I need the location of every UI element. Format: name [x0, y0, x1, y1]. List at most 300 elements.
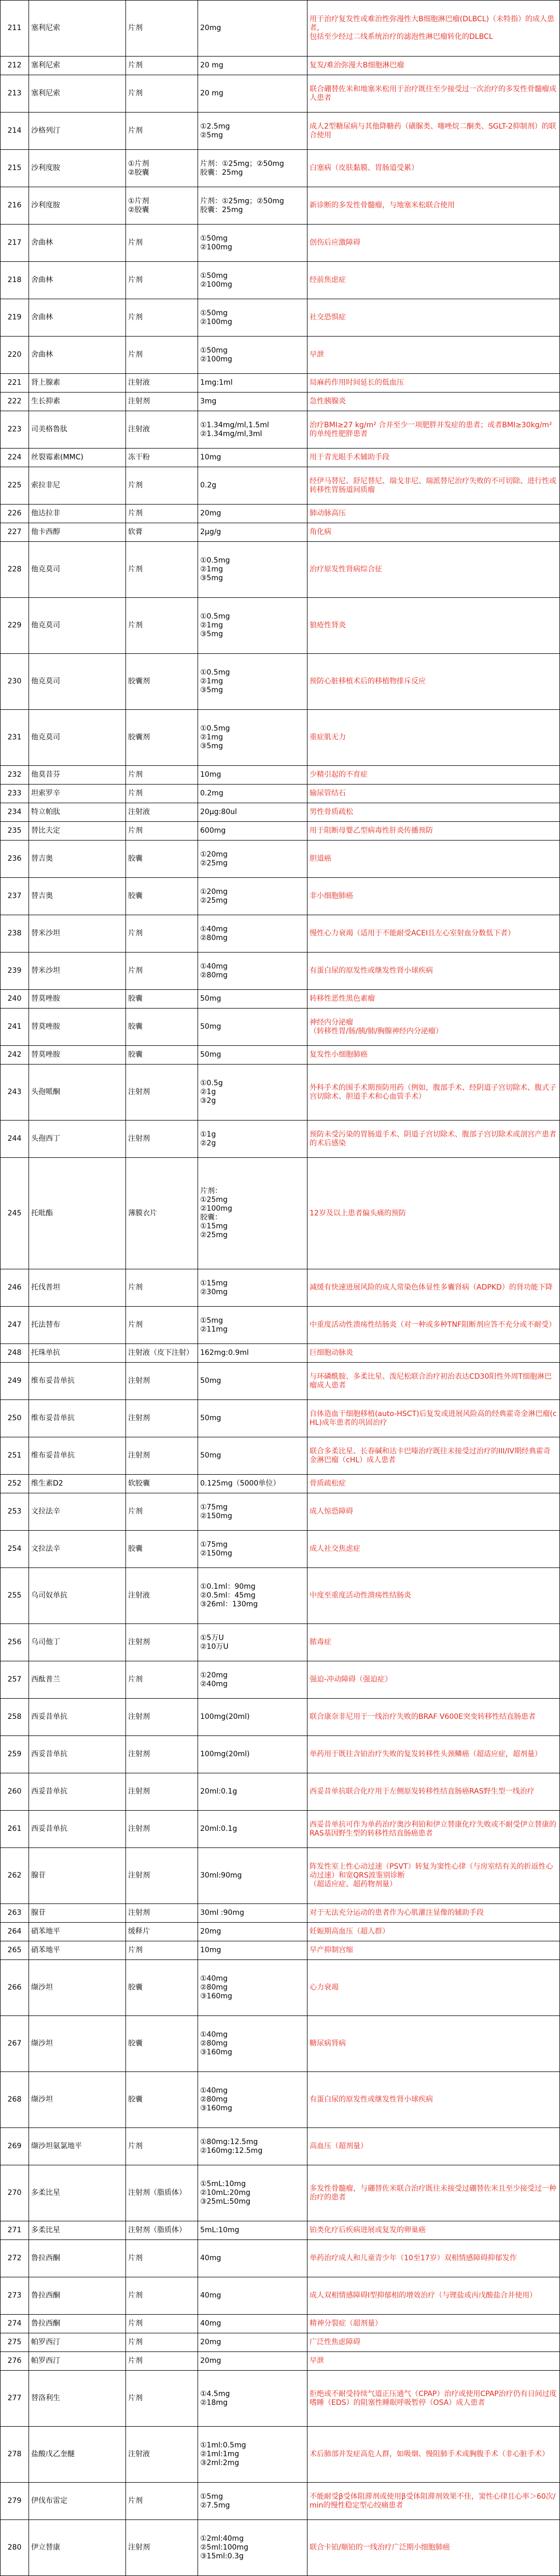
drug-name-cell: 塞利尼索 — [29, 75, 126, 113]
row-number-cell: 213 — [1, 75, 29, 113]
specification-cell — [198, 2221, 307, 2240]
row-number-cell: 254 — [1, 1531, 29, 1568]
indication-line: 输尿管结石 — [310, 789, 346, 797]
dosage-form-cell — [126, 1904, 198, 1923]
specification-line: ②0.5ml：45mg — [200, 1591, 256, 1600]
drug-name-cell: 替吉奥 — [29, 841, 126, 878]
specification-line: ①0.5mg — [200, 668, 230, 677]
specification-line: 20mg — [200, 1927, 221, 1936]
indication-line: 广泛性焦虑障碍 — [310, 2338, 360, 2346]
row-number-cell: 274 — [1, 2315, 29, 2333]
table-row — [1, 1269, 560, 1307]
specification-line: ②11mg — [200, 1325, 228, 1334]
specification-cell — [198, 841, 307, 878]
table-row — [1, 1848, 560, 1904]
dosage-form-line: 注射液 — [128, 425, 150, 433]
specification-line: 50mg — [200, 1414, 221, 1422]
drug-name-cell: 硝苯地平 — [29, 1923, 126, 1941]
specification-line: 30ml:90mg — [200, 1871, 242, 1880]
indication-line: 减缓有快速进展风险的成人常染色体显性多囊肾病（ADPKD）的肾功能下降 — [310, 1283, 553, 1292]
indication-line: 脓毒症 — [310, 1638, 331, 1646]
row-number-cell: 211 — [1, 1, 29, 57]
indication-line: 急性胰腺炎 — [310, 397, 346, 405]
row-number-cell: 253 — [1, 1493, 29, 1531]
table-row — [1, 878, 560, 915]
dosage-form-line: 片剂 — [128, 239, 143, 247]
indication-cell — [307, 150, 560, 187]
dosage-form-cell — [126, 1, 198, 57]
table-row — [1, 2221, 560, 2240]
drug-name-cell: 托珠单抗 — [29, 1344, 126, 1363]
row-number-cell: 264 — [1, 1923, 29, 1941]
indication-line: 用于青光眼手术辅助手段 — [310, 453, 389, 461]
specification-line: ①40mg — [200, 925, 228, 933]
specification-line: ①50mg — [200, 309, 228, 317]
indication-line: 狼疮性肾炎 — [310, 621, 346, 629]
specification-line: ③5mg — [200, 574, 223, 582]
dosage-form-cell — [126, 1531, 198, 1568]
specification-cell — [198, 654, 307, 710]
dosage-form-cell — [126, 1960, 198, 2016]
row-number-cell: 276 — [1, 2352, 29, 2371]
dosage-form-cell — [126, 467, 198, 505]
indication-line: 社交恐惧症 — [310, 313, 346, 321]
dosage-form-line: 注射剂（脂质体） — [128, 2189, 186, 2197]
row-number-cell: 244 — [1, 1121, 29, 1158]
specification-line: ②1mg — [200, 621, 223, 629]
table-row — [1, 710, 560, 766]
indication-line: 术后肺部并发症高危人群，如吸烟、慢阻肺手术或胸腹手术（非心脏手术） — [310, 2450, 549, 2458]
table-row — [1, 337, 560, 374]
indication-cell — [307, 1699, 560, 1736]
dosage-form-cell — [126, 785, 198, 803]
specification-line: 30ml :90mg — [200, 1909, 244, 1917]
indication-cell — [307, 710, 560, 766]
drug-name-cell: 他达拉非 — [29, 505, 126, 523]
drug-name-cell: 西酞普兰 — [29, 1661, 126, 1699]
row-number-cell: 242 — [1, 1046, 29, 1065]
indication-cell — [307, 1344, 560, 1363]
row-number-cell: 279 — [1, 2483, 29, 2520]
row-number-cell: 219 — [1, 299, 29, 337]
indication-cell — [307, 1941, 560, 1960]
indication-line: 西妥昔单抗可作为单药治疗奥沙利铂和伊立替康化疗失败或不耐受伊立替康的RAS基因野生型的转移性结直肠癌患者 — [310, 1820, 556, 1838]
drug-name-cell: 多柔比星 — [29, 2165, 126, 2221]
indication-cell — [307, 1811, 560, 1848]
dosage-form-cell — [126, 449, 198, 467]
specification-line: 50mg — [200, 1377, 221, 1385]
dosage-form-line: 软胶囊 — [128, 1479, 150, 1488]
row-number-cell: 263 — [1, 1904, 29, 1923]
drug-name-cell: 他克莫司 — [29, 598, 126, 654]
table-row — [1, 2240, 560, 2277]
dosage-form-cell — [126, 113, 198, 150]
specification-line: ②1g — [200, 1088, 216, 1096]
drug-name-cell: 多柔比星 — [29, 2221, 126, 2240]
table-row — [1, 915, 560, 953]
row-number-cell: 250 — [1, 1400, 29, 1437]
specification-line: ①20mg — [200, 850, 228, 859]
dosage-form-line: 片剂 — [128, 481, 143, 489]
indication-cell — [307, 1773, 560, 1811]
indication-cell — [307, 1923, 560, 1941]
dosage-form-line: 注射剂 — [128, 1909, 150, 1917]
indication-line: 转移性恶性黑色素瘤 — [310, 995, 375, 1003]
indication-cell — [307, 1307, 560, 1344]
dosage-form-line: 片剂 — [128, 2357, 143, 2365]
specification-line: ③5mg — [200, 686, 223, 694]
specification-cell — [198, 1960, 307, 2016]
indication-cell — [307, 1736, 560, 1773]
table-row — [1, 1624, 560, 1661]
dosage-form-cell — [126, 2333, 198, 2352]
indication-line: 经前焦虑症 — [310, 276, 346, 284]
specification-line: ①5mg — [200, 1316, 223, 1325]
table-row — [1, 1736, 560, 1773]
dosage-form-cell — [126, 1923, 198, 1941]
specification-line: ②1mg — [200, 733, 223, 741]
indication-cell — [307, 2315, 560, 2333]
drug-name-cell: 丝裂霉素(MMC) — [29, 449, 126, 467]
specification-cell — [198, 1624, 307, 1661]
dosage-form-cell — [126, 1661, 198, 1699]
specification-line: ①15mg — [200, 1279, 228, 1287]
dosage-form-cell — [126, 2240, 198, 2277]
specification-line: 0.125mg（5000单位） — [200, 1479, 281, 1488]
dosage-form-cell — [126, 2072, 198, 2128]
indication-line: 对于无法充分运动的患者作为心肌灌注显像的辅助手段 — [310, 1909, 484, 1917]
specification-line: ①40mg — [200, 2087, 228, 2095]
dosage-form-cell — [126, 1941, 198, 1960]
row-number-cell: 212 — [1, 57, 29, 75]
table-row — [1, 2333, 560, 2352]
specification-cell — [198, 803, 307, 822]
dosage-form-line: 胶囊 — [128, 1023, 143, 1031]
specification-cell — [198, 1344, 307, 1363]
dosage-form-cell — [126, 1307, 198, 1344]
table-row — [1, 1661, 560, 1699]
dosage-form-cell — [126, 2277, 198, 2315]
specification-cell — [198, 2016, 307, 2072]
indication-line: 妊娠期高血压（超人群） — [310, 1927, 389, 1936]
indication-cell — [307, 1269, 560, 1307]
dosage-form-line: 片剂 — [128, 827, 143, 835]
specification-line: ①50mg — [200, 271, 228, 280]
row-number-cell: 245 — [1, 1158, 29, 1269]
table-row — [1, 411, 560, 449]
specification-line: 20 mg — [200, 61, 223, 69]
dosage-form-cell — [126, 150, 198, 187]
dosage-form-cell — [126, 1699, 198, 1736]
indication-cell — [307, 262, 560, 299]
indication-line: 巨细胞动脉炎 — [310, 1349, 353, 1357]
dosage-form-line: ②胶囊 — [128, 168, 149, 177]
indication-cell — [307, 1400, 560, 1437]
dosage-form-line: 胶囊 — [128, 892, 143, 900]
dosage-form-cell — [126, 803, 198, 822]
specification-line: ①5mg — [200, 2492, 223, 2501]
row-number-cell: 238 — [1, 915, 29, 953]
indication-line: 白塞病（皮肤黏膜、胃肠道受累） — [310, 164, 418, 172]
row-number-cell: 243 — [1, 1065, 29, 1121]
specification-line: ②160mg:12.5mg — [200, 2146, 263, 2155]
table-row — [1, 990, 560, 1009]
indication-line: 高血压（超剂量） — [310, 2142, 368, 2150]
specification-line: ②100mg — [200, 317, 232, 326]
table-row — [1, 1158, 560, 1269]
indication-cell — [307, 2333, 560, 2352]
drug-name-cell: 鲁拉西酮 — [29, 2240, 126, 2277]
specification-line: ③15ml:0.3g — [200, 2552, 244, 2560]
dosage-form-line: 注射液 — [128, 808, 150, 816]
dosage-form-line: 注射液 — [128, 2450, 150, 2458]
indication-cell — [307, 598, 560, 654]
indication-cell — [307, 1121, 560, 1158]
indication-cell — [307, 75, 560, 113]
specification-line: 片剂： — [200, 1187, 222, 1195]
row-number-cell: 267 — [1, 2016, 29, 2072]
specification-cell — [198, 1046, 307, 1065]
specification-cell — [198, 1363, 307, 1400]
specification-line: ②80mg — [200, 2095, 228, 2104]
table-row — [1, 393, 560, 411]
indication-line: 创伤后应激障碍 — [310, 239, 360, 247]
table-row — [1, 598, 560, 654]
specification-line: 胶囊： — [200, 1213, 222, 1222]
drug-name-cell: 西妥昔单抗 — [29, 1773, 126, 1811]
dosage-form-cell — [126, 1568, 198, 1624]
specification-line: ①1ml:0.5mg — [200, 2441, 246, 2449]
indication-cell — [307, 1363, 560, 1400]
specification-line: ②2g — [200, 1139, 216, 1147]
specification-cell — [198, 1773, 307, 1811]
row-number-cell: 271 — [1, 2221, 29, 2240]
dosage-form-line: 片剂 — [128, 771, 143, 779]
specification-line: 2μg/g — [200, 528, 221, 536]
dosage-form-cell — [126, 878, 198, 915]
drug-name-cell: 替洛利生 — [29, 2371, 126, 2427]
dosage-form-cell — [126, 505, 198, 523]
indication-cell — [307, 337, 560, 374]
specification-line: ②150mg — [200, 1549, 232, 1558]
specification-line: 20mg — [200, 2357, 221, 2365]
row-number-cell: 270 — [1, 2165, 29, 2221]
specification-line: ②80mg — [200, 933, 228, 942]
row-number-cell: 251 — [1, 1437, 29, 1475]
specification-line: 50mg — [200, 1451, 221, 1460]
drug-name-cell: 盐酸戊乙奎醚 — [29, 2427, 126, 2483]
dosage-form-line: 注射剂 — [128, 1713, 150, 1721]
row-number-cell: 261 — [1, 1811, 29, 1848]
specification-line: ①2.5mg — [200, 122, 230, 131]
specification-cell — [198, 299, 307, 337]
drug-name-cell: 坦索罗辛 — [29, 785, 126, 803]
row-number-cell: 230 — [1, 654, 29, 710]
specification-line: 胶囊：25mg — [200, 205, 243, 214]
indication-cell — [307, 374, 560, 393]
dosage-form-cell — [126, 1046, 198, 1065]
indication-line: 早泄 — [310, 351, 324, 359]
row-number-cell: 216 — [1, 187, 29, 225]
indication-cell — [307, 1, 560, 57]
table-row — [1, 1923, 560, 1941]
indication-cell — [307, 2371, 560, 2427]
dosage-form-line: 注射液 — [128, 1591, 150, 1600]
drug-name-cell: 鲁拉西酮 — [29, 2315, 126, 2333]
row-number-cell: 214 — [1, 113, 29, 150]
drug-name-cell: 硝苯地平 — [29, 1941, 126, 1960]
specification-line: ②80mg — [200, 1983, 228, 1992]
dosage-form-line: 片剂 — [128, 127, 143, 135]
row-number-cell: 227 — [1, 523, 29, 542]
indication-cell — [307, 1009, 560, 1046]
dosage-form-cell — [126, 187, 198, 225]
dosage-form-line: 片剂 — [128, 276, 143, 284]
drug-name-cell: 沙利度胺 — [29, 150, 126, 187]
specification-cell — [198, 710, 307, 766]
specification-cell — [198, 1736, 307, 1773]
dosage-form-line: 注射剂 — [128, 1787, 150, 1796]
dosage-form-cell — [126, 2016, 198, 2072]
dosage-form-cell — [126, 75, 198, 113]
indication-cell — [307, 2240, 560, 2277]
row-number-cell: 272 — [1, 2240, 29, 2277]
specification-line: 600mg — [200, 827, 226, 835]
indication-line: 有蛋白尿的原发性或继发性肾小球疾病 — [310, 967, 433, 975]
specification-cell — [198, 1661, 307, 1699]
dosage-form-line: 注射液（皮下注射） — [128, 1349, 193, 1357]
indication-line: 外科手术的围手术期预防用药（例如，腹部手术、经阴道子宫切除术、腹式子宫切除术、胆道手术和心血管手术） — [310, 1083, 556, 1101]
drug-name-cell: 生长抑素 — [29, 393, 126, 411]
indication-line: 预防心脏移植术后的移植物排斥反应 — [310, 677, 426, 685]
row-number-cell: 273 — [1, 2277, 29, 2315]
row-number-cell: 266 — [1, 1960, 29, 2016]
specification-line: ③2g — [200, 1097, 216, 1105]
row-number-cell: 258 — [1, 1699, 29, 1736]
drug-name-cell: 缬沙坦氨氯地平 — [29, 2128, 126, 2165]
table-row — [1, 1699, 560, 1736]
row-number-cell: 229 — [1, 598, 29, 654]
dosage-form-line: 片剂 — [128, 2394, 143, 2402]
specification-cell — [198, 505, 307, 523]
specification-line: ③26ml：130mg — [200, 1600, 258, 1608]
indication-cell — [307, 2427, 560, 2483]
indication-cell — [307, 299, 560, 337]
dosage-form-cell — [126, 299, 198, 337]
dosage-form-line: 注射液 — [128, 379, 150, 387]
drug-name-cell: 替米沙坦 — [29, 915, 126, 953]
table-row — [1, 2352, 560, 2371]
dosage-form-cell — [126, 523, 198, 542]
drug-name-cell: 他克莫司 — [29, 654, 126, 710]
specification-cell — [198, 2352, 307, 2371]
specification-line: 片剂：①25mg；②50mg — [200, 159, 284, 168]
dosage-form-cell — [126, 393, 198, 411]
specification-cell — [198, 1699, 307, 1736]
table-row — [1, 1307, 560, 1344]
indication-line: 骨质疏松症 — [310, 1479, 346, 1488]
specification-cell — [198, 337, 307, 374]
specification-line: ③160mg — [200, 2104, 232, 2112]
specification-cell — [198, 1941, 307, 1960]
dosage-form-line: 注射剂 — [128, 1638, 150, 1646]
specification-line: 50mg — [200, 1023, 221, 1031]
drug-name-cell: 伊立替康 — [29, 2520, 126, 2576]
row-number-cell: 237 — [1, 878, 29, 915]
indication-cell — [307, 1065, 560, 1121]
indication-line: 联合康奈非尼用于一线治疗失败的BRAF V600E突变转移性结直肠患者 — [310, 1713, 536, 1721]
drug-name-cell: 特立帕肽 — [29, 803, 126, 822]
indication-line: 与环磷酰胺、多柔比星、泼尼松联合治疗初治表达CD30阳性外周T细胞淋巴瘤成人患者 — [310, 1372, 552, 1390]
dosage-form-line: ①片剂 — [128, 197, 149, 205]
row-number-cell: 236 — [1, 841, 29, 878]
indication-line: 治疗原发性肾病综合征 — [310, 565, 382, 573]
dosage-form-line: 片剂 — [128, 2254, 143, 2262]
row-number-cell: 218 — [1, 262, 29, 299]
table-row — [1, 766, 560, 785]
specification-line: ①5万U — [200, 1633, 224, 1642]
row-number-cell: 269 — [1, 2128, 29, 2165]
indication-cell — [307, 523, 560, 542]
table-row — [1, 449, 560, 467]
indication-line: 复发/难治弥漫大B细胞淋巴瘤 — [310, 61, 404, 69]
indication-line: 复发性小细胞肺癌 — [310, 1051, 368, 1059]
specification-line: ①50mg — [200, 234, 228, 243]
row-number-cell: 249 — [1, 1363, 29, 1400]
row-number-cell: 228 — [1, 542, 29, 598]
dosage-form-line: 注射剂 — [128, 1451, 150, 1460]
drug-name-cell: 塞利尼索 — [29, 1, 126, 57]
specification-line: 100mg(20ml) — [200, 1713, 250, 1721]
dosage-form-line: 片剂 — [128, 24, 143, 32]
dosage-form-cell — [126, 2427, 198, 2483]
dosage-form-cell — [126, 2520, 198, 2576]
indication-cell — [307, 990, 560, 1009]
dosage-form-line: 片剂 — [128, 509, 143, 517]
indication-cell — [307, 542, 560, 598]
drug-name-cell: 西妥昔单抗 — [29, 1736, 126, 1773]
drug-name-cell: 沙利度胺 — [29, 187, 126, 225]
table-row — [1, 187, 560, 225]
specification-cell — [198, 542, 307, 598]
table-row — [1, 953, 560, 990]
table-row — [1, 1400, 560, 1437]
table-row — [1, 1475, 560, 1493]
indication-line: 胆道癌 — [310, 855, 331, 863]
table-row — [1, 1065, 560, 1121]
indication-line: 中度至重度活动性溃疡性结肠炎 — [310, 1591, 411, 1600]
table-row — [1, 150, 560, 187]
specification-line: 20ml:0.1g — [200, 1825, 237, 1833]
indication-cell — [307, 2016, 560, 2072]
specification-cell — [198, 1568, 307, 1624]
indication-cell — [307, 2128, 560, 2165]
dosage-form-cell — [126, 262, 198, 299]
dosage-form-cell — [126, 1475, 198, 1493]
drug-name-cell: 帕罗西汀 — [29, 2352, 126, 2371]
specification-cell — [198, 2483, 307, 2520]
table-row — [1, 1344, 560, 1363]
row-number-cell: 239 — [1, 953, 29, 990]
specification-cell — [198, 1493, 307, 1531]
indication-line: 精神分裂症（超剂量） — [310, 2319, 382, 2328]
indication-line: 神经内分泌瘤 — [310, 1018, 353, 1027]
specification-line: ①1.34mg/ml,1.5ml — [200, 421, 269, 429]
specification-cell — [198, 1531, 307, 1568]
indication-line: 有蛋白尿的原发性或继发性肾小球疾病 — [310, 2095, 433, 2104]
specification-cell — [198, 2315, 307, 2333]
table-row — [1, 2165, 560, 2221]
